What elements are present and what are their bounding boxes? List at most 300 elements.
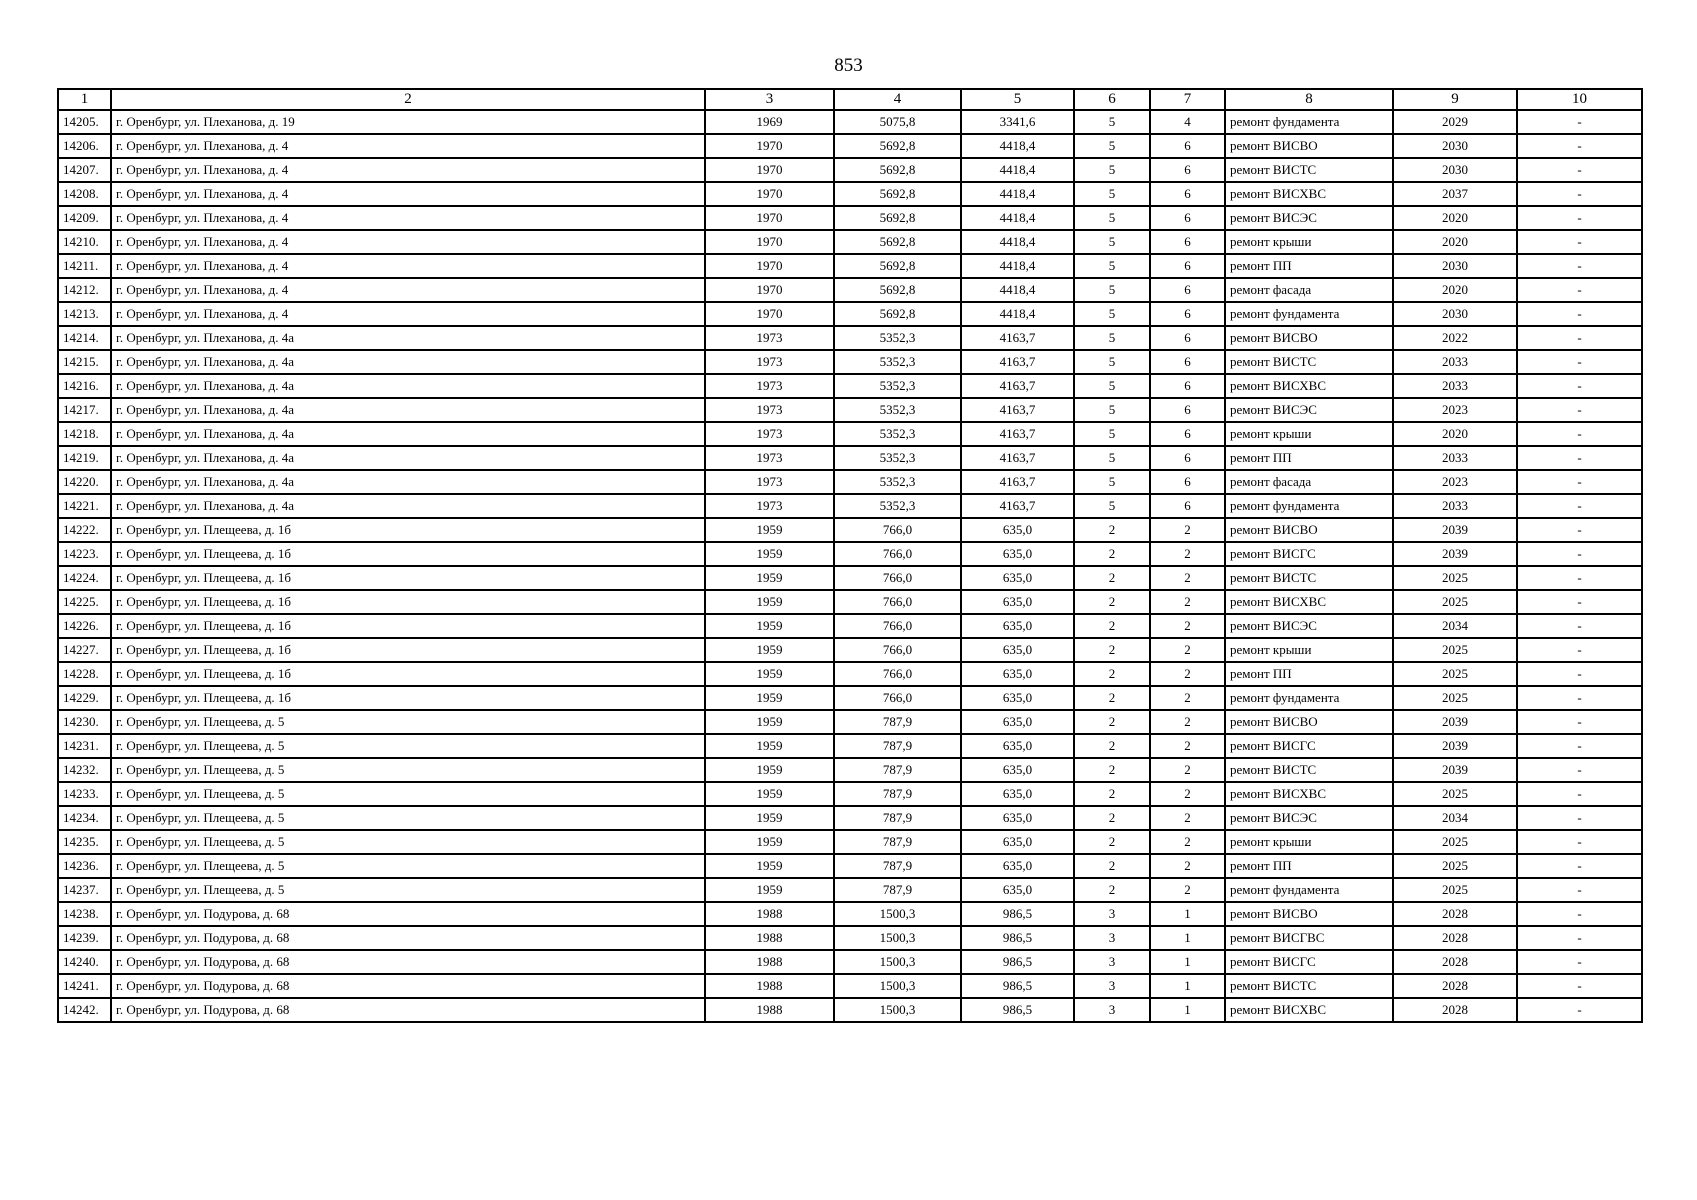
cell-address: г. Оренбург, ул. Плеханова, д. 4а xyxy=(111,446,705,470)
cell-note: - xyxy=(1517,374,1642,398)
cell-row-number: 14218. xyxy=(58,422,111,446)
table-row xyxy=(58,614,1642,638)
cell-note: - xyxy=(1517,446,1642,470)
cell-living-area: 986,5 xyxy=(961,902,1074,926)
cell-entrances: 2 xyxy=(1150,542,1225,566)
cell-year-built: 1959 xyxy=(705,830,834,854)
cell-year-built: 1959 xyxy=(705,590,834,614)
cell-note: - xyxy=(1517,518,1642,542)
cell-floors: 2 xyxy=(1074,806,1150,830)
table-row xyxy=(58,494,1642,518)
cell-total-area: 5692,8 xyxy=(834,254,961,278)
table-row xyxy=(58,158,1642,182)
cell-entrances: 6 xyxy=(1150,350,1225,374)
cell-total-area: 787,9 xyxy=(834,734,961,758)
cell-planned-year: 2020 xyxy=(1393,230,1517,254)
cell-total-area: 787,9 xyxy=(834,758,961,782)
cell-year-built: 1973 xyxy=(705,422,834,446)
cell-note: - xyxy=(1517,974,1642,998)
cell-address: г. Оренбург, ул. Плещеева, д. 5 xyxy=(111,854,705,878)
cell-address: г. Оренбург, ул. Плеханова, д. 4а xyxy=(111,398,705,422)
cell-planned-year: 2020 xyxy=(1393,206,1517,230)
cell-address: г. Оренбург, ул. Плеханова, д. 4а xyxy=(111,326,705,350)
cell-note: - xyxy=(1517,734,1642,758)
table-row xyxy=(58,374,1642,398)
cell-living-area: 635,0 xyxy=(961,806,1074,830)
cell-planned-year: 2025 xyxy=(1393,782,1517,806)
cell-floors: 5 xyxy=(1074,110,1150,134)
cell-total-area: 5075,8 xyxy=(834,110,961,134)
cell-work-type: ремонт фундамента xyxy=(1225,494,1393,518)
cell-address: г. Оренбург, ул. Плещеева, д. 5 xyxy=(111,734,705,758)
cell-entrances: 6 xyxy=(1150,206,1225,230)
cell-entrances: 2 xyxy=(1150,854,1225,878)
cell-entrances: 6 xyxy=(1150,182,1225,206)
cell-floors: 5 xyxy=(1074,182,1150,206)
table-row xyxy=(58,422,1642,446)
cell-entrances: 2 xyxy=(1150,686,1225,710)
cell-living-area: 4163,7 xyxy=(961,326,1074,350)
cell-year-built: 1988 xyxy=(705,926,834,950)
cell-note: - xyxy=(1517,830,1642,854)
cell-floors: 5 xyxy=(1074,206,1150,230)
cell-planned-year: 2028 xyxy=(1393,926,1517,950)
cell-living-area: 635,0 xyxy=(961,518,1074,542)
cell-floors: 2 xyxy=(1074,590,1150,614)
cell-note: - xyxy=(1517,278,1642,302)
cell-total-area: 787,9 xyxy=(834,854,961,878)
table-row xyxy=(58,758,1642,782)
cell-total-area: 766,0 xyxy=(834,638,961,662)
cell-address: г. Оренбург, ул. Подурова, д. 68 xyxy=(111,998,705,1022)
cell-year-built: 1973 xyxy=(705,398,834,422)
column-header-1: 1 xyxy=(58,89,111,110)
table-row xyxy=(58,974,1642,998)
cell-floors: 5 xyxy=(1074,254,1150,278)
column-header-9: 9 xyxy=(1393,89,1517,110)
cell-year-built: 1988 xyxy=(705,902,834,926)
table-row xyxy=(58,566,1642,590)
cell-year-built: 1959 xyxy=(705,638,834,662)
cell-work-type: ремонт ВИСХВС xyxy=(1225,590,1393,614)
cell-address: г. Оренбург, ул. Подурова, д. 68 xyxy=(111,902,705,926)
cell-row-number: 14222. xyxy=(58,518,111,542)
cell-row-number: 14208. xyxy=(58,182,111,206)
table-row xyxy=(58,302,1642,326)
cell-entrances: 2 xyxy=(1150,662,1225,686)
cell-row-number: 14221. xyxy=(58,494,111,518)
cell-address: г. Оренбург, ул. Плещеева, д. 1б xyxy=(111,686,705,710)
cell-planned-year: 2039 xyxy=(1393,758,1517,782)
cell-entrances: 1 xyxy=(1150,950,1225,974)
header-row xyxy=(58,89,1642,110)
cell-row-number: 14231. xyxy=(58,734,111,758)
cell-work-type: ремонт ВИСГС xyxy=(1225,734,1393,758)
cell-planned-year: 2025 xyxy=(1393,638,1517,662)
cell-entrances: 2 xyxy=(1150,734,1225,758)
cell-address: г. Оренбург, ул. Плеханова, д. 4 xyxy=(111,182,705,206)
cell-living-area: 4163,7 xyxy=(961,470,1074,494)
cell-work-type: ремонт ВИСТС xyxy=(1225,350,1393,374)
cell-address: г. Оренбург, ул. Плещеева, д. 1б xyxy=(111,662,705,686)
cell-living-area: 4418,4 xyxy=(961,182,1074,206)
cell-entrances: 6 xyxy=(1150,446,1225,470)
cell-note: - xyxy=(1517,566,1642,590)
cell-total-area: 5352,3 xyxy=(834,470,961,494)
cell-planned-year: 2023 xyxy=(1393,470,1517,494)
cell-entrances: 2 xyxy=(1150,590,1225,614)
cell-total-area: 1500,3 xyxy=(834,950,961,974)
cell-floors: 2 xyxy=(1074,638,1150,662)
cell-total-area: 5692,8 xyxy=(834,230,961,254)
cell-year-built: 1970 xyxy=(705,158,834,182)
cell-floors: 3 xyxy=(1074,998,1150,1022)
cell-floors: 5 xyxy=(1074,422,1150,446)
cell-total-area: 787,9 xyxy=(834,806,961,830)
cell-entrances: 6 xyxy=(1150,326,1225,350)
cell-planned-year: 2037 xyxy=(1393,182,1517,206)
cell-note: - xyxy=(1517,926,1642,950)
cell-address: г. Оренбург, ул. Плещеева, д. 1б xyxy=(111,590,705,614)
cell-year-built: 1959 xyxy=(705,782,834,806)
cell-work-type: ремонт ПП xyxy=(1225,446,1393,470)
cell-planned-year: 2028 xyxy=(1393,902,1517,926)
cell-floors: 3 xyxy=(1074,902,1150,926)
cell-work-type: ремонт ВИСГС xyxy=(1225,542,1393,566)
cell-entrances: 4 xyxy=(1150,110,1225,134)
cell-entrances: 2 xyxy=(1150,566,1225,590)
cell-floors: 2 xyxy=(1074,710,1150,734)
cell-work-type: ремонт ВИСТС xyxy=(1225,758,1393,782)
cell-address: г. Оренбург, ул. Плеханова, д. 4 xyxy=(111,134,705,158)
table-row xyxy=(58,686,1642,710)
cell-address: г. Оренбург, ул. Плеханова, д. 4а xyxy=(111,470,705,494)
cell-note: - xyxy=(1517,854,1642,878)
table-row xyxy=(58,710,1642,734)
cell-total-area: 5352,3 xyxy=(834,494,961,518)
cell-entrances: 1 xyxy=(1150,902,1225,926)
cell-planned-year: 2039 xyxy=(1393,734,1517,758)
cell-address: г. Оренбург, ул. Плещеева, д. 5 xyxy=(111,806,705,830)
table-header xyxy=(58,89,1642,110)
cell-floors: 5 xyxy=(1074,350,1150,374)
cell-year-built: 1959 xyxy=(705,734,834,758)
cell-living-area: 986,5 xyxy=(961,950,1074,974)
cell-entrances: 6 xyxy=(1150,470,1225,494)
cell-year-built: 1988 xyxy=(705,998,834,1022)
cell-total-area: 787,9 xyxy=(834,782,961,806)
cell-living-area: 635,0 xyxy=(961,710,1074,734)
cell-planned-year: 2025 xyxy=(1393,662,1517,686)
table-row xyxy=(58,638,1642,662)
cell-living-area: 635,0 xyxy=(961,590,1074,614)
cell-row-number: 14239. xyxy=(58,926,111,950)
cell-note: - xyxy=(1517,470,1642,494)
cell-total-area: 766,0 xyxy=(834,566,961,590)
cell-row-number: 14209. xyxy=(58,206,111,230)
table-row xyxy=(58,110,1642,134)
cell-living-area: 4163,7 xyxy=(961,446,1074,470)
cell-note: - xyxy=(1517,758,1642,782)
cell-total-area: 1500,3 xyxy=(834,902,961,926)
cell-row-number: 14215. xyxy=(58,350,111,374)
cell-living-area: 635,0 xyxy=(961,758,1074,782)
cell-work-type: ремонт ПП xyxy=(1225,662,1393,686)
cell-planned-year: 2030 xyxy=(1393,158,1517,182)
cell-row-number: 14207. xyxy=(58,158,111,182)
cell-year-built: 1970 xyxy=(705,206,834,230)
cell-row-number: 14226. xyxy=(58,614,111,638)
cell-address: г. Оренбург, ул. Плещеева, д. 5 xyxy=(111,758,705,782)
cell-address: г. Оренбург, ул. Плеханова, д. 4 xyxy=(111,302,705,326)
cell-year-built: 1959 xyxy=(705,710,834,734)
cell-note: - xyxy=(1517,614,1642,638)
cell-note: - xyxy=(1517,350,1642,374)
cell-floors: 2 xyxy=(1074,518,1150,542)
cell-floors: 5 xyxy=(1074,134,1150,158)
cell-planned-year: 2025 xyxy=(1393,566,1517,590)
column-header-10: 10 xyxy=(1517,89,1642,110)
cell-total-area: 766,0 xyxy=(834,614,961,638)
cell-address: г. Оренбург, ул. Плеханова, д. 4а xyxy=(111,422,705,446)
table-row xyxy=(58,590,1642,614)
cell-row-number: 14219. xyxy=(58,446,111,470)
cell-total-area: 5352,3 xyxy=(834,374,961,398)
table-row xyxy=(58,734,1642,758)
cell-note: - xyxy=(1517,998,1642,1022)
cell-living-area: 635,0 xyxy=(961,782,1074,806)
cell-floors: 2 xyxy=(1074,782,1150,806)
cell-year-built: 1973 xyxy=(705,470,834,494)
cell-work-type: ремонт ВИСВО xyxy=(1225,710,1393,734)
cell-work-type: ремонт ВИСХВС xyxy=(1225,374,1393,398)
cell-living-area: 635,0 xyxy=(961,686,1074,710)
cell-floors: 2 xyxy=(1074,878,1150,902)
cell-row-number: 14205. xyxy=(58,110,111,134)
cell-living-area: 986,5 xyxy=(961,998,1074,1022)
cell-note: - xyxy=(1517,134,1642,158)
cell-entrances: 6 xyxy=(1150,494,1225,518)
cell-total-area: 5352,3 xyxy=(834,326,961,350)
column-header-2: 2 xyxy=(111,89,705,110)
table-row xyxy=(58,182,1642,206)
cell-living-area: 4418,4 xyxy=(961,158,1074,182)
cell-row-number: 14230. xyxy=(58,710,111,734)
cell-note: - xyxy=(1517,182,1642,206)
cell-planned-year: 2025 xyxy=(1393,686,1517,710)
cell-address: г. Оренбург, ул. Плещеева, д. 5 xyxy=(111,878,705,902)
cell-total-area: 766,0 xyxy=(834,590,961,614)
cell-note: - xyxy=(1517,806,1642,830)
cell-total-area: 5352,3 xyxy=(834,422,961,446)
cell-note: - xyxy=(1517,950,1642,974)
cell-floors: 2 xyxy=(1074,686,1150,710)
cell-row-number: 14229. xyxy=(58,686,111,710)
cell-living-area: 4163,7 xyxy=(961,374,1074,398)
cell-planned-year: 2030 xyxy=(1393,302,1517,326)
column-header-3: 3 xyxy=(705,89,834,110)
table-row xyxy=(58,854,1642,878)
cell-address: г. Оренбург, ул. Плеханова, д. 4 xyxy=(111,278,705,302)
cell-work-type: ремонт фундамента xyxy=(1225,878,1393,902)
cell-living-area: 4418,4 xyxy=(961,302,1074,326)
cell-work-type: ремонт ВИСГС xyxy=(1225,950,1393,974)
cell-living-area: 4418,4 xyxy=(961,278,1074,302)
table-row xyxy=(58,326,1642,350)
cell-living-area: 4163,7 xyxy=(961,350,1074,374)
cell-entrances: 6 xyxy=(1150,398,1225,422)
cell-work-type: ремонт ВИСХВС xyxy=(1225,998,1393,1022)
cell-row-number: 14210. xyxy=(58,230,111,254)
cell-total-area: 5692,8 xyxy=(834,302,961,326)
cell-entrances: 2 xyxy=(1150,878,1225,902)
column-header-8: 8 xyxy=(1225,89,1393,110)
cell-work-type: ремонт ВИСВО xyxy=(1225,326,1393,350)
cell-year-built: 1973 xyxy=(705,494,834,518)
cell-entrances: 2 xyxy=(1150,710,1225,734)
cell-floors: 3 xyxy=(1074,950,1150,974)
cell-year-built: 1970 xyxy=(705,230,834,254)
cell-floors: 5 xyxy=(1074,302,1150,326)
cell-entrances: 2 xyxy=(1150,830,1225,854)
column-header-6: 6 xyxy=(1074,89,1150,110)
cell-work-type: ремонт ВИСТС xyxy=(1225,158,1393,182)
cell-entrances: 2 xyxy=(1150,806,1225,830)
table-row xyxy=(58,806,1642,830)
table-row xyxy=(58,230,1642,254)
cell-address: г. Оренбург, ул. Плещеева, д. 1б xyxy=(111,566,705,590)
cell-year-built: 1959 xyxy=(705,806,834,830)
cell-work-type: ремонт крыши xyxy=(1225,230,1393,254)
cell-entrances: 2 xyxy=(1150,758,1225,782)
cell-entrances: 1 xyxy=(1150,926,1225,950)
cell-living-area: 4418,4 xyxy=(961,254,1074,278)
cell-address: г. Оренбург, ул. Плещеева, д. 1б xyxy=(111,614,705,638)
cell-row-number: 14241. xyxy=(58,974,111,998)
cell-floors: 5 xyxy=(1074,470,1150,494)
cell-floors: 2 xyxy=(1074,542,1150,566)
cell-planned-year: 2033 xyxy=(1393,374,1517,398)
cell-year-built: 1970 xyxy=(705,302,834,326)
cell-work-type: ремонт ВИСЭС xyxy=(1225,614,1393,638)
cell-note: - xyxy=(1517,398,1642,422)
cell-year-built: 1959 xyxy=(705,854,834,878)
cell-work-type: ремонт фасада xyxy=(1225,470,1393,494)
cell-work-type: ремонт ВИСХВС xyxy=(1225,782,1393,806)
cell-total-area: 1500,3 xyxy=(834,974,961,998)
cell-year-built: 1970 xyxy=(705,134,834,158)
cell-entrances: 6 xyxy=(1150,278,1225,302)
cell-note: - xyxy=(1517,494,1642,518)
cell-address: г. Оренбург, ул. Плеханова, д. 4 xyxy=(111,158,705,182)
cell-total-area: 5692,8 xyxy=(834,134,961,158)
cell-total-area: 5692,8 xyxy=(834,182,961,206)
cell-row-number: 14234. xyxy=(58,806,111,830)
cell-work-type: ремонт крыши xyxy=(1225,830,1393,854)
page-number: 853 xyxy=(834,55,863,76)
cell-living-area: 4418,4 xyxy=(961,230,1074,254)
cell-note: - xyxy=(1517,638,1642,662)
table-row xyxy=(58,254,1642,278)
cell-total-area: 5352,3 xyxy=(834,446,961,470)
table-row xyxy=(58,662,1642,686)
cell-entrances: 2 xyxy=(1150,638,1225,662)
cell-living-area: 3341,6 xyxy=(961,110,1074,134)
cell-entrances: 6 xyxy=(1150,230,1225,254)
cell-row-number: 14213. xyxy=(58,302,111,326)
cell-note: - xyxy=(1517,542,1642,566)
cell-row-number: 14240. xyxy=(58,950,111,974)
cell-year-built: 1969 xyxy=(705,110,834,134)
table-row xyxy=(58,830,1642,854)
cell-total-area: 1500,3 xyxy=(834,998,961,1022)
cell-total-area: 5692,8 xyxy=(834,278,961,302)
cell-note: - xyxy=(1517,902,1642,926)
table-row xyxy=(58,950,1642,974)
cell-row-number: 14216. xyxy=(58,374,111,398)
cell-total-area: 5352,3 xyxy=(834,398,961,422)
cell-note: - xyxy=(1517,710,1642,734)
cell-address: г. Оренбург, ул. Плеханова, д. 19 xyxy=(111,110,705,134)
cell-planned-year: 2030 xyxy=(1393,254,1517,278)
cell-planned-year: 2034 xyxy=(1393,614,1517,638)
cell-living-area: 4418,4 xyxy=(961,134,1074,158)
cell-planned-year: 2034 xyxy=(1393,806,1517,830)
cell-year-built: 1959 xyxy=(705,566,834,590)
cell-work-type: ремонт ВИСХВС xyxy=(1225,182,1393,206)
cell-floors: 2 xyxy=(1074,662,1150,686)
cell-year-built: 1970 xyxy=(705,182,834,206)
cell-work-type: ремонт ВИСЭС xyxy=(1225,806,1393,830)
table-row xyxy=(58,542,1642,566)
cell-address: г. Оренбург, ул. Плеханова, д. 4 xyxy=(111,206,705,230)
cell-floors: 3 xyxy=(1074,926,1150,950)
table-row xyxy=(58,398,1642,422)
cell-note: - xyxy=(1517,878,1642,902)
cell-planned-year: 2025 xyxy=(1393,590,1517,614)
cell-note: - xyxy=(1517,326,1642,350)
cell-floors: 5 xyxy=(1074,374,1150,398)
cell-row-number: 14220. xyxy=(58,470,111,494)
cell-floors: 5 xyxy=(1074,230,1150,254)
cell-living-area: 635,0 xyxy=(961,566,1074,590)
cell-work-type: ремонт ПП xyxy=(1225,854,1393,878)
table-row xyxy=(58,278,1642,302)
cell-note: - xyxy=(1517,158,1642,182)
cell-note: - xyxy=(1517,206,1642,230)
cell-planned-year: 2023 xyxy=(1393,398,1517,422)
cell-work-type: ремонт ВИСТС xyxy=(1225,566,1393,590)
cell-living-area: 986,5 xyxy=(961,974,1074,998)
cell-planned-year: 2029 xyxy=(1393,110,1517,134)
cell-floors: 5 xyxy=(1074,326,1150,350)
cell-work-type: ремонт ПП xyxy=(1225,254,1393,278)
cell-row-number: 14237. xyxy=(58,878,111,902)
cell-row-number: 14236. xyxy=(58,854,111,878)
cell-note: - xyxy=(1517,254,1642,278)
cell-row-number: 14232. xyxy=(58,758,111,782)
cell-address: г. Оренбург, ул. Плеханова, д. 4 xyxy=(111,230,705,254)
cell-work-type: ремонт фундамента xyxy=(1225,110,1393,134)
cell-row-number: 14228. xyxy=(58,662,111,686)
cell-floors: 5 xyxy=(1074,398,1150,422)
cell-work-type: ремонт крыши xyxy=(1225,422,1393,446)
cell-planned-year: 2028 xyxy=(1393,998,1517,1022)
cell-year-built: 1970 xyxy=(705,254,834,278)
cell-entrances: 2 xyxy=(1150,782,1225,806)
cell-year-built: 1973 xyxy=(705,374,834,398)
cell-address: г. Оренбург, ул. Плеханова, д. 4 xyxy=(111,254,705,278)
